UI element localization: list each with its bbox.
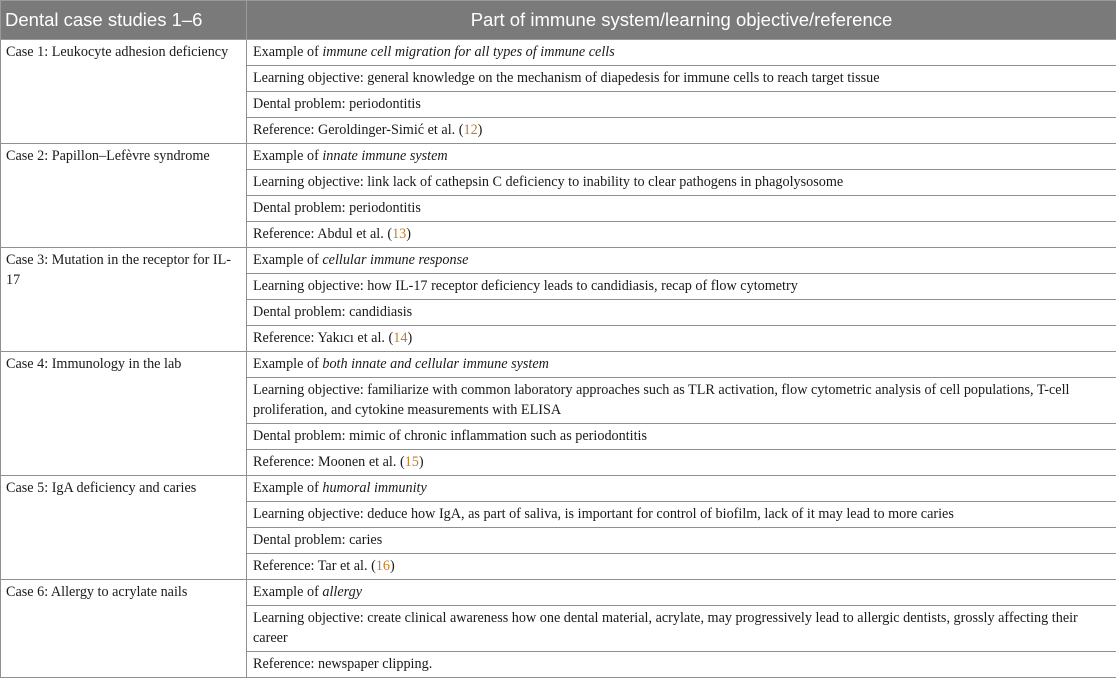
reference-cell: Reference: Geroldinger-Simić et al. (12) xyxy=(247,118,1116,144)
table-row xyxy=(1,476,1116,502)
example-prefix: Example of xyxy=(253,252,322,268)
example-term: allergy xyxy=(322,584,362,600)
reference-text: Reference: Geroldinger-Simić et al. xyxy=(253,122,455,138)
reference-cell: Reference: Yakıcı et al. (14) xyxy=(247,326,1116,352)
example-prefix: Example of xyxy=(253,584,322,600)
example-prefix: Example of xyxy=(253,356,322,372)
example-cell xyxy=(247,580,1116,606)
reference-cell: Reference: Tar et al. (16) xyxy=(247,554,1116,580)
reference-text: Reference: Yakıcı et al. xyxy=(253,330,385,346)
objective-cell: Learning objective: deduce how IgA, as part of saliva, is important for control of biofilm, lack of it may lead to more caries xyxy=(247,502,1116,528)
table-row xyxy=(1,144,1116,170)
objective-cell: Learning objective: familiarize with common laboratory approaches such as TLR activation, flow cytometric analysis of cell populations, T-cell proliferation, and cytokine measurements with ELISA xyxy=(247,378,1116,424)
objective-cell: Learning objective: link lack of cathepsin C deficiency to inability to clear pathogens in phagolysosome xyxy=(247,170,1116,196)
reference-link[interactable]: 15 xyxy=(405,454,419,470)
example-term: innate immune system xyxy=(322,148,447,164)
header-col-cases: Dental case studies 1–6 xyxy=(1,1,247,40)
example-cell xyxy=(247,144,1116,170)
example-cell xyxy=(247,248,1116,274)
example-term: cellular immune response xyxy=(322,252,468,268)
table-row xyxy=(1,248,1116,274)
objective-cell: Learning objective: create clinical awareness how one dental material, acrylate, may progressively lead to allergic dentists, grossly affecting their career xyxy=(247,606,1116,652)
reference-link[interactable]: 13 xyxy=(392,226,406,242)
example-prefix: Example of xyxy=(253,480,322,496)
case-name: Case 3: Mutation in the receptor for IL-17 xyxy=(1,248,247,352)
case-name: Case 5: IgA deficiency and caries xyxy=(1,476,247,580)
reference-link[interactable]: 16 xyxy=(376,558,390,574)
problem-cell: Dental problem: caries xyxy=(247,528,1116,554)
example-cell xyxy=(247,476,1116,502)
case-name: Case 6: Allergy to acrylate nails xyxy=(1,580,247,678)
header-row xyxy=(1,1,1116,40)
example-cell xyxy=(247,40,1116,66)
reference-text: Reference: Abdul et al. xyxy=(253,226,384,242)
reference-link[interactable]: 12 xyxy=(463,122,477,138)
problem-cell: Dental problem: periodontitis xyxy=(247,92,1116,118)
table-row xyxy=(1,40,1116,66)
case-name: Case 1: Leukocyte adhesion deficiency xyxy=(1,40,247,144)
case-name: Case 4: Immunology in the lab xyxy=(1,352,247,476)
reference-cell: Reference: Abdul et al. (13) xyxy=(247,222,1116,248)
objective-cell: Learning objective: how IL-17 receptor deficiency leads to candidiasis, recap of flow cytometry xyxy=(247,274,1116,300)
example-cell xyxy=(247,352,1116,378)
table-row xyxy=(1,580,1116,606)
example-prefix: Example of xyxy=(253,148,322,164)
table-row xyxy=(1,352,1116,378)
reference-cell: Reference: Moonen et al. (15) xyxy=(247,450,1116,476)
problem-cell: Dental problem: candidiasis xyxy=(247,300,1116,326)
problem-cell: Dental problem: periodontitis xyxy=(247,196,1116,222)
header-col-immune-system: Part of immune system/learning objective/reference xyxy=(247,1,1116,40)
example-term: both innate and cellular immune system xyxy=(322,356,549,372)
case-name: Case 2: Papillon–Lefèvre syndrome xyxy=(1,144,247,248)
reference-link[interactable]: 14 xyxy=(393,330,407,346)
reference-text: Reference: Moonen et al. xyxy=(253,454,396,470)
objective-cell: Learning objective: general knowledge on the mechanism of diapedesis for immune cells to reach target tissue xyxy=(247,66,1116,92)
reference-cell: Reference: newspaper clipping. xyxy=(247,652,1116,678)
example-prefix: Example of xyxy=(253,44,322,60)
example-term: immune cell migration for all types of immune cells xyxy=(322,44,614,60)
reference-text: Reference: Tar et al. xyxy=(253,558,368,574)
example-term: humoral immunity xyxy=(322,480,426,496)
problem-cell: Dental problem: mimic of chronic inflammation such as periodontitis xyxy=(247,424,1116,450)
